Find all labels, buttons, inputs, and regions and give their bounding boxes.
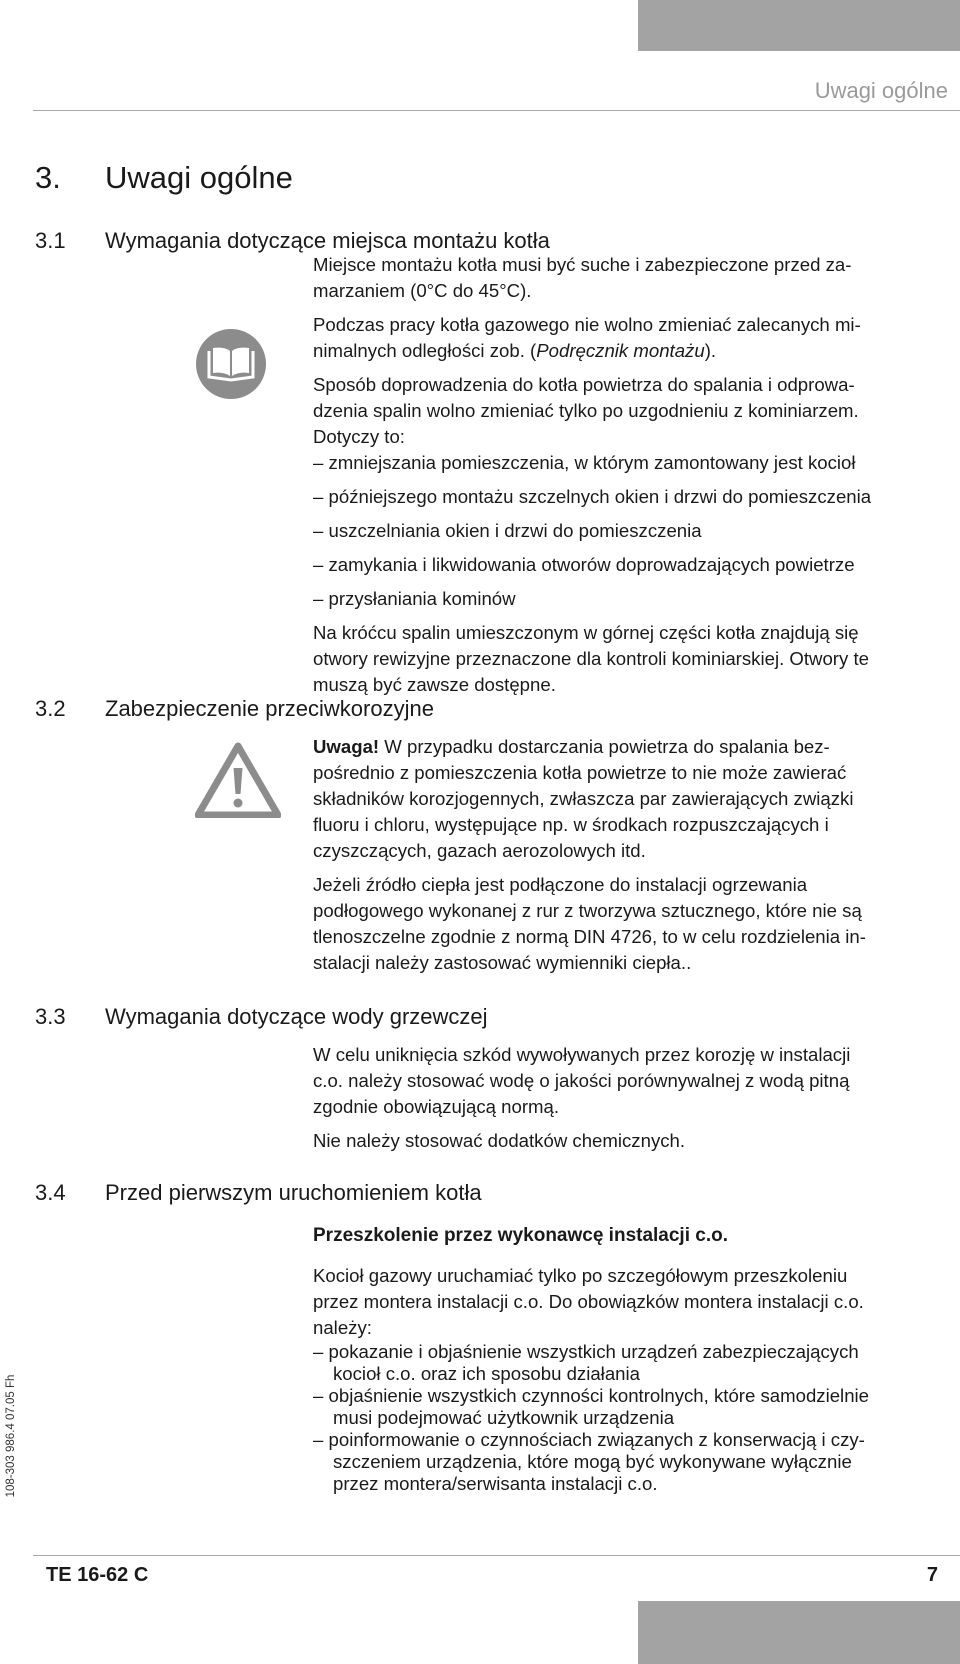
section-3-1-heading — [35, 228, 550, 254]
paragraph-line: muszą być zawsze dostępne. — [313, 674, 556, 695]
warning-icon — [195, 742, 281, 818]
duties-list — [313, 1341, 953, 1495]
footer-rule — [33, 1555, 960, 1556]
chapter-number: 3. — [35, 160, 61, 195]
running-header-title: Uwagi ogólne — [814, 78, 948, 103]
warning-label: Uwaga! — [313, 736, 380, 757]
list-item: – zamykania i likwidowania otworów doprowadzających powietrze — [313, 554, 855, 575]
list-item-line: – poinformowanie o czynnościach związanych z konserwacją i czy- — [313, 1429, 865, 1450]
section-number: 3.4 — [35, 1180, 66, 1205]
list-item: – uszczelniania okien i drzwi do pomieszczenia — [313, 520, 702, 541]
paragraph-line — [313, 734, 953, 760]
section-number: 3.2 — [35, 696, 66, 721]
page-number: 7 — [926, 1564, 938, 1586]
list-item — [313, 1341, 953, 1385]
paragraph-line: tlenoszczelne zgodnie z normą DIN 4726, to w celu rozdzielenia in- — [313, 926, 866, 947]
paragraph-line: c.o. należy stosować wodę o jakości porównywalnej z wodą pitną — [313, 1070, 850, 1091]
list-item — [313, 1385, 953, 1429]
section-3-2-heading — [35, 696, 434, 722]
paragraph-line: Jeżeli źródło ciepła jest podłączone do instalacji ogrzewania — [313, 874, 808, 895]
section-title: Wymagania dotyczące wody grzewczej — [105, 1004, 488, 1029]
paragraph-line: stalacji należy zastosować wymienniki ciepła.. — [313, 952, 692, 973]
footer-gray-bar — [638, 1601, 960, 1664]
list-item — [313, 1429, 953, 1495]
paragraph-line: dzenia spalin wolno zmieniać tylko po uzgodnieniu z kominiarzem. — [313, 400, 859, 421]
section-3-4-heading — [35, 1180, 482, 1206]
book-icon — [196, 329, 266, 399]
paragraph-line: Miejsce montażu kotła musi być suche i zabezpieczone przed za- — [313, 254, 852, 275]
paragraph-line: zgodnie obowiązującą normą. — [313, 1096, 560, 1117]
section-title: Wymagania dotyczące miejsca montażu kotła — [105, 228, 550, 253]
header-rule — [33, 110, 960, 111]
manual-reference: Podręcznik montażu — [536, 340, 705, 361]
paragraph-line: pośrednio z pomieszczenia kotła powietrze to nie może zawierać — [313, 762, 847, 783]
paragraph-line: podłogowego wykonanej z rur z tworzywa sztucznego, które nie są — [313, 900, 862, 921]
paragraph-line: Sposób doprowadzenia do kotła powietrza do spalania i odprowa- — [313, 374, 855, 395]
paragraph-line: Dotyczy to: — [313, 426, 405, 447]
list-item: – przysłaniania kominów — [313, 588, 516, 609]
paragraph-line: Podczas pracy kotła gazowego nie wolno zmieniać zalecanych mi- — [313, 314, 861, 335]
section-3-3-heading — [35, 1004, 488, 1030]
section-title: Przed pierwszym uruchomieniem kotła — [105, 1180, 482, 1205]
list-item-line: – objaśnienie wszystkich czynności kontrolnych, które samodzielnie — [313, 1385, 870, 1406]
paragraph-line: W celu uniknięcia szkód wywoływanych przez korozję w instalacji — [313, 1044, 851, 1065]
section-3-2-body — [313, 734, 953, 976]
paragraph-line: fluoru i chloru, występujące np. w środkach rozpuszczających i — [313, 814, 829, 835]
paragraph-line — [313, 338, 953, 364]
paragraph-line: Kocioł gazowy uruchamiać tylko po szczegółowym przeszkoleniu — [313, 1265, 848, 1286]
section-3-3-body — [313, 1042, 953, 1154]
paragraph-line: czyszczących, gazach aerozolowych itd. — [313, 840, 646, 861]
paragraph-line: Na króćcu spalin umieszczonym w górnej części kotła znajdują się — [313, 622, 859, 643]
section-number: 3.1 — [35, 228, 66, 253]
section-3-1-body — [313, 252, 953, 698]
list-item-line: musi podejmować użytkownik urządzenia — [333, 1407, 675, 1428]
text-run: W przypadku dostarczania powietrza do spalania bez- — [379, 736, 830, 757]
chapter-title-text: Uwagi ogólne — [105, 160, 293, 195]
section-number: 3.3 — [35, 1004, 66, 1029]
paragraph-line: składników korozjogennych, zwłaszcza par zawierających związki — [313, 788, 854, 809]
section-title: Zabezpieczenie przeciwkorozyjne — [105, 696, 434, 721]
subheading: Przeszkolenie przez wykonawcę instalacji c.o. — [313, 1225, 729, 1246]
list-item-line: szczeniem urządzenia, które mogą być wykonywane wyłącznie — [333, 1451, 852, 1472]
paragraph-line: Nie należy stosować dodatków chemicznych. — [313, 1130, 686, 1151]
text-run: nimalnych odległości zob. ( — [313, 340, 537, 361]
chapter-title — [35, 160, 293, 196]
list-item-line: – pokazanie i objaśnienie wszystkich urządzeń zabezpieczających — [313, 1341, 859, 1362]
list-item: – późniejszego montażu szczelnych okien i drzwi do pomieszczenia — [313, 486, 872, 507]
list-item: – zmniejszania pomieszczenia, w którym zamontowany jest kocioł — [313, 452, 856, 473]
section-3-4-body — [313, 1223, 953, 1495]
paragraph-line: otwory rewizyjne przeznaczone dla kontroli kominiarskiej. Otwory te — [313, 648, 869, 669]
footer-model: TE 16-62 C — [46, 1564, 149, 1586]
header-gray-bar — [638, 0, 960, 51]
list-item-line: przez montera/serwisanta instalacji c.o. — [333, 1473, 658, 1494]
text-run: ). — [704, 340, 717, 361]
document-code: 108-303 986.4 07.05 Fh — [5, 1374, 17, 1498]
list-item-line: kocioł c.o. oraz ich sposobu działania — [333, 1363, 640, 1384]
paragraph-line: należy: — [313, 1317, 372, 1338]
paragraph-line: marzaniem (0°C do 45°C). — [313, 280, 532, 301]
paragraph-line: przez montera instalacji c.o. Do obowiązków montera instalacji c.o. — [313, 1291, 864, 1312]
